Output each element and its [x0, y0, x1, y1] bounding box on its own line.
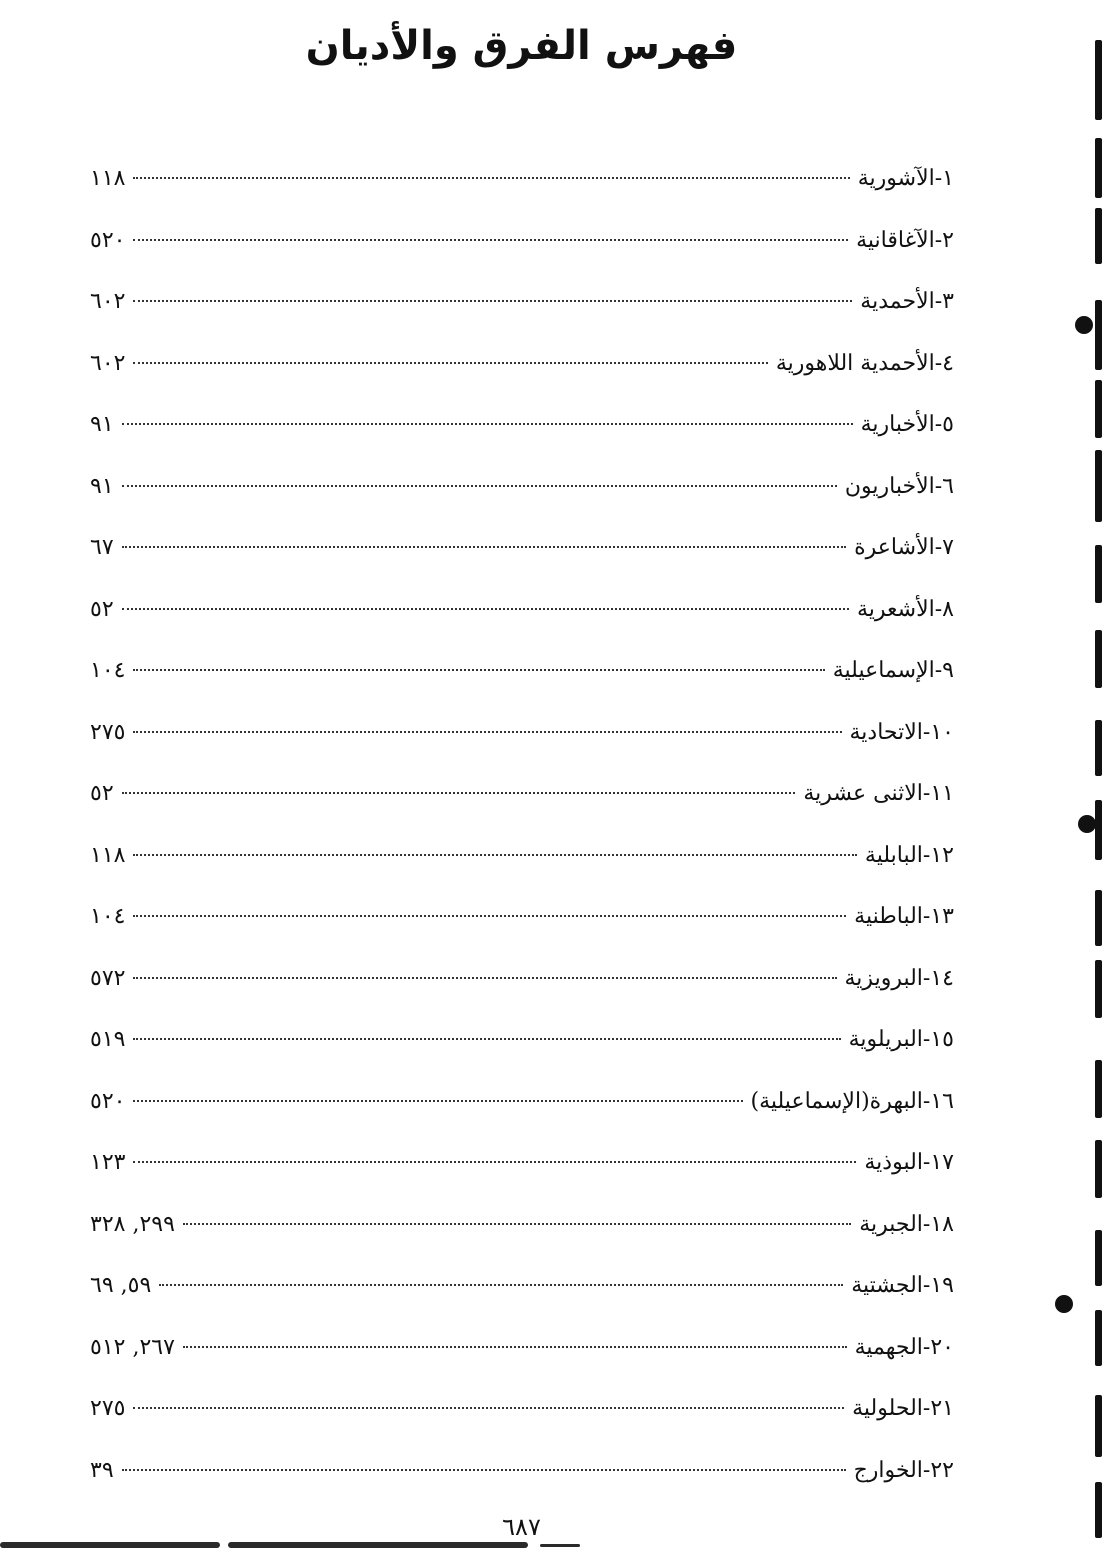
index-entry: [90, 763, 954, 825]
entry-page-numbers: ١١٨: [90, 842, 126, 868]
entry-page-numbers: ١٠٤: [90, 904, 126, 929]
entry-label: ٤-الأحمدية اللاهورية: [775, 350, 954, 376]
entry-page-numbers: ١٠٤: [90, 658, 126, 683]
entry-label: ٥-الأخبارية: [860, 412, 954, 437]
scan-smudge: [228, 1542, 528, 1548]
index-entry: [90, 1132, 954, 1194]
entry-page-numbers: ٥٢: [90, 596, 114, 622]
margin-bar: [1095, 1060, 1102, 1118]
dot-leader: [183, 1346, 847, 1348]
margin-bar: [1095, 138, 1102, 198]
margin-bar: [1095, 208, 1102, 264]
entry-page-numbers: ٢٩٩, ٣٢٨: [90, 1211, 175, 1237]
entry-page-numbers: ٩١: [90, 412, 114, 437]
entry-label: ١-الآشورية: [857, 166, 954, 191]
dot-leader: [133, 177, 849, 179]
dot-leader: [122, 792, 796, 794]
entry-label: ١٠-الاتحادية: [849, 719, 954, 745]
index-entry: [90, 948, 954, 1010]
dot-leader: [159, 1284, 843, 1286]
margin-bar: [1095, 1395, 1102, 1457]
index-entry: [90, 1317, 954, 1379]
entry-page-numbers: ٥٢٠: [90, 1088, 126, 1114]
entry-label: ٢٠-الجهمية: [854, 1334, 954, 1360]
scan-smudge: [540, 1544, 580, 1547]
margin-bar: [1095, 1140, 1102, 1198]
index-entry: [90, 702, 954, 764]
entry-label: ٢١-الحلولية: [852, 1396, 954, 1421]
entry-page-numbers: ٢٧٥: [90, 719, 126, 745]
entry-page-numbers: ٥٧٢: [90, 965, 126, 991]
entry-page-numbers: ٢٧٥: [90, 1396, 126, 1421]
dot-leader: [122, 1469, 846, 1471]
margin-bar: [1095, 800, 1102, 860]
page-title: فهرس الفرق والأديان: [305, 23, 738, 69]
entry-label: ١٥-البريلوية: [848, 1027, 954, 1052]
margin-bar: [1095, 890, 1102, 946]
entry-label: ١٤-البرويزية: [844, 965, 954, 991]
entry-page-numbers: ٥١٩: [90, 1027, 126, 1052]
dot-leader: [122, 485, 837, 487]
entry-label: ١٨-الجبرية: [859, 1211, 954, 1237]
entry-page-numbers: ٦٠٢: [90, 350, 126, 376]
entry-label: ٦-الأخباريون: [844, 473, 954, 499]
entry-label: ١٩-الجشتية: [851, 1273, 954, 1298]
dot-leader: [133, 915, 846, 917]
dot-leader: [183, 1223, 851, 1225]
margin-bar: [1095, 1482, 1102, 1538]
index-entry: [90, 1440, 954, 1502]
index-entry: [90, 1378, 954, 1440]
dot-leader: [133, 1161, 856, 1163]
margin-bar: [1095, 300, 1102, 370]
dot-leader: [133, 1038, 840, 1040]
entry-label: ٨-الأشعرية: [856, 596, 954, 622]
margin-bar: [1095, 960, 1102, 1018]
entry-page-numbers: ٣٩: [90, 1457, 114, 1483]
dot-leader: [133, 731, 841, 733]
entry-page-numbers: ٦٠٢: [90, 289, 126, 314]
index-entry: [90, 271, 954, 333]
index-entry: [90, 640, 954, 702]
index-entry: [90, 1009, 954, 1071]
dot-leader: [133, 362, 767, 364]
entry-page-numbers: ٩١: [90, 473, 114, 499]
entry-label: ١١-الاثنى عشرية: [803, 781, 954, 806]
dot-leader: [133, 669, 824, 671]
entry-label: ١٦-البهرة(الإسماعيلية): [750, 1088, 954, 1114]
entry-label: ٩-الإسماعيلية: [832, 658, 954, 683]
dot-leader: [133, 1407, 844, 1409]
index-entry: [90, 1194, 954, 1256]
entry-page-numbers: ٥٢٠: [90, 227, 126, 253]
index-entry: [90, 517, 954, 579]
entry-label: ٢-الآغاقانية: [856, 227, 954, 253]
margin-bar: [1095, 380, 1102, 438]
entry-label: ٣-الأحمدية: [860, 289, 954, 314]
index-entry: [90, 394, 954, 456]
dot-leader: [133, 977, 836, 979]
index-entry: [90, 579, 954, 641]
margin-bar: [1095, 630, 1102, 688]
margin-bar: [1095, 1310, 1102, 1366]
margin-dot: [1078, 815, 1096, 833]
index-entry: [90, 456, 954, 518]
entry-page-numbers: ٢٦٧, ٥١٢: [90, 1334, 175, 1360]
entry-page-numbers: ٥٩, ٦٩: [90, 1273, 152, 1298]
scan-smudge: [0, 1542, 220, 1548]
entry-page-numbers: ٥٢: [90, 781, 114, 806]
dot-leader: [122, 546, 847, 548]
dot-leader: [133, 854, 856, 856]
margin-dot: [1055, 1295, 1073, 1313]
page-number: ٦٨٧: [502, 1513, 541, 1541]
index-list: [90, 148, 954, 1501]
margin-bar: [1095, 1230, 1102, 1286]
margin-bar: [1095, 545, 1102, 603]
entry-label: ٧-الأشاعرة: [854, 535, 954, 560]
index-entry: [90, 333, 954, 395]
entry-page-numbers: ١٢٣: [90, 1150, 126, 1175]
dot-leader: [122, 608, 849, 610]
entry-page-numbers: ١١٨: [90, 166, 126, 191]
index-entry: [90, 886, 954, 948]
entry-label: ١٧-البوذية: [864, 1150, 954, 1175]
entry-label: ١٣-الباطنية: [854, 904, 954, 929]
dot-leader: [122, 423, 853, 425]
dot-leader: [133, 300, 852, 302]
margin-bar: [1095, 40, 1102, 120]
entry-label: ٢٢-الخوارج: [853, 1457, 954, 1483]
index-entry: [90, 825, 954, 887]
index-entry: [90, 148, 954, 210]
index-entry: [90, 1071, 954, 1133]
dot-leader: [133, 239, 848, 241]
margin-bar: [1095, 450, 1102, 522]
margin-dot: [1075, 316, 1093, 334]
entry-label: ١٢-البابلية: [864, 842, 954, 868]
entry-page-numbers: ٦٧: [90, 535, 114, 560]
dot-leader: [133, 1100, 742, 1102]
index-entry: [90, 1255, 954, 1317]
margin-bar: [1095, 720, 1102, 776]
index-entry: [90, 210, 954, 272]
